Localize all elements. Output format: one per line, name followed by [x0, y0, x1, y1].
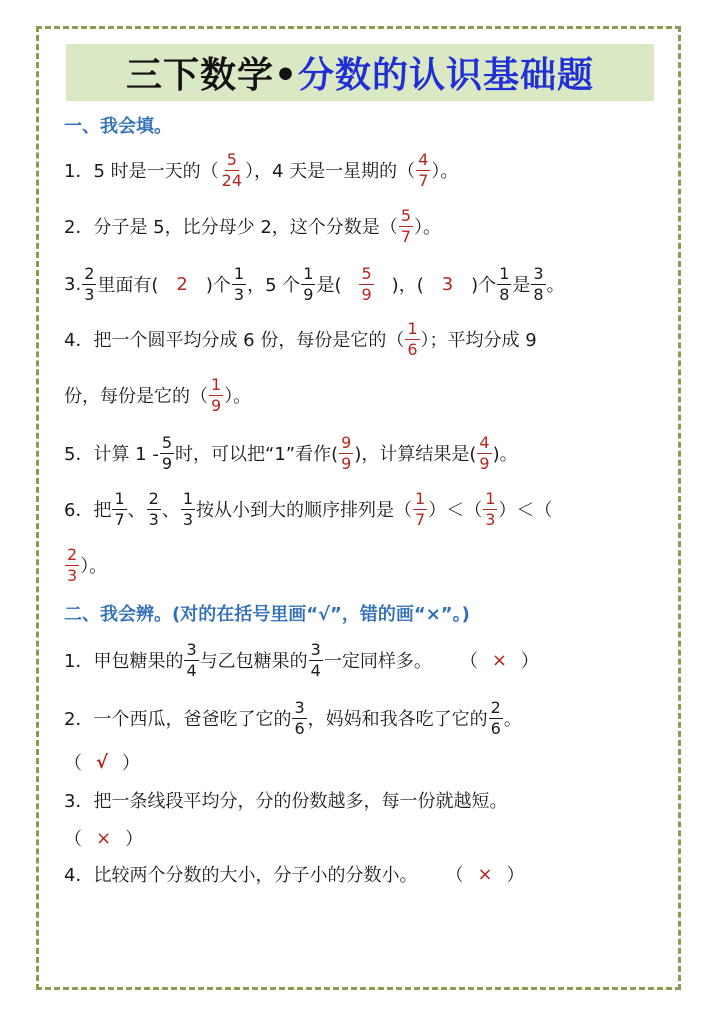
fraction: $\frac{2}{3}$	[84, 263, 95, 304]
q3-text: 是(	[316, 275, 342, 296]
answer-fraction: $\frac{5}{7}$	[400, 205, 411, 246]
cross-mark: ×	[477, 863, 493, 885]
q3-text: 。	[546, 275, 565, 296]
question-4-line2	[64, 367, 251, 423]
fraction: $\frac{3}{4}$	[310, 639, 321, 680]
fraction: $\frac{3}{4}$	[186, 639, 197, 680]
paren-close: ）	[125, 829, 144, 850]
title-part2: 分数的认识基础题	[298, 55, 595, 96]
page-title	[66, 44, 654, 101]
q4-text: ）；平均分成 9	[420, 330, 537, 351]
title-part1: 三下数学•	[125, 55, 298, 96]
j2-text: ，妈妈和我各吃了它的	[307, 709, 488, 730]
q4-text: 4．把一个圆平均分成 6 份，每份是它的（	[64, 330, 405, 351]
paren-open: （	[64, 829, 82, 850]
paren-close: ）	[520, 651, 539, 672]
section1-heading: 一、我会填。	[64, 116, 172, 137]
q5-text: 5．计算 1 -	[64, 444, 159, 465]
judge-4	[64, 846, 525, 902]
fraction: $\frac{5}{9}$	[161, 432, 173, 473]
q1-text-b: ），4 天是一星期的（	[245, 161, 416, 182]
question-6-line2	[64, 537, 107, 593]
question-6-line1	[64, 481, 552, 537]
q5-text: )，计算结果是(	[354, 444, 477, 465]
answer-fraction: $\frac{5}{24}$	[221, 149, 242, 190]
paren-open: （	[459, 651, 478, 672]
j1-text: 一定同样多。	[323, 651, 432, 672]
q1-text-c: ）。	[431, 161, 459, 182]
paren-open: （	[445, 865, 464, 886]
fraction: $\frac{1}{8}$	[499, 263, 510, 304]
paren-close: ）	[506, 865, 525, 886]
q3-text: 里面有(	[97, 275, 159, 296]
fraction: $\frac{1}{7}$	[114, 488, 125, 529]
check-mark: √	[96, 751, 109, 773]
q3-text: )个	[205, 275, 231, 296]
answer-fraction: $\frac{1}{7}$	[415, 488, 426, 529]
answer-fraction: $\frac{1}{3}$	[485, 488, 496, 529]
answer-fraction: $\frac{5}{9}$	[361, 263, 372, 304]
question-5	[64, 425, 518, 481]
fraction: $\frac{1}{3}$	[182, 488, 194, 529]
j3-text: 3．把一条线段平均分，分的份数越多，每一份就越短。	[64, 791, 508, 812]
q2-text-b: ）。	[414, 217, 441, 238]
answer-value: 3	[441, 273, 454, 295]
j2-text: 。	[503, 709, 522, 730]
q6-text: 6．把	[64, 500, 112, 521]
answer-fraction: $\frac{2}{3}$	[67, 544, 78, 585]
q5-text: )。	[492, 444, 518, 465]
j1-text: 1．甲包糖果的	[64, 651, 184, 672]
q6-text: ）＜（	[428, 500, 483, 521]
fraction: $\frac{2}{3}$	[148, 488, 159, 529]
cross-mark: ×	[491, 649, 507, 671]
fraction: $\frac{1}{3}$	[233, 263, 245, 304]
q2-text-a: 2．分子是 5，比分母少 2，这个分数是（	[64, 217, 398, 238]
judge-1	[64, 632, 539, 688]
q5-text: 时，可以把“1”看作(	[175, 444, 339, 465]
question-4-line1	[64, 311, 537, 367]
q6-text: ）。	[80, 556, 108, 577]
question-2	[64, 198, 441, 254]
j1-text: 与乙包糖果的	[199, 651, 308, 672]
cross-mark: ×	[96, 827, 112, 849]
fraction: $\frac{3}{8}$	[533, 263, 544, 304]
fraction: $\frac{2}{6}$	[490, 697, 501, 738]
fraction: $\frac{1}{9}$	[303, 263, 314, 304]
j2-text: 2．一个西瓜，爸爸吃了它的	[64, 709, 292, 730]
section2-heading: 二、我会辨。(对的在括号里画“√”，错的画“×”。)	[64, 604, 470, 625]
j4-text: 4．比较两个分数的大小，分子小的分数小。	[64, 865, 418, 886]
answer-fraction: $\frac{4}{9}$	[479, 432, 490, 473]
answer-fraction: $\frac{1}{9}$	[211, 374, 222, 415]
q3-text: ，5 个	[247, 275, 301, 296]
answer-fraction: $\frac{4}{7}$	[418, 149, 429, 190]
answer-value: 2	[176, 273, 188, 295]
q6-text: ）＜（	[498, 500, 553, 521]
q3-text: )个	[471, 275, 497, 296]
fraction: $\frac{3}{6}$	[294, 697, 305, 738]
q3-text: )，(	[391, 275, 424, 296]
answer-fraction: $\frac{1}{6}$	[407, 318, 418, 359]
q6-text: 、	[161, 500, 180, 521]
q1-text-a: 1．5 时是一天的（	[64, 161, 219, 182]
q3-text: 3.	[64, 273, 82, 295]
q6-text: 按从小到大的顺序排列是（	[196, 500, 413, 521]
paren-open: （	[64, 753, 82, 774]
q4-text: 份，每份是它的（	[64, 386, 208, 407]
answer-fraction: $\frac{9}{9}$	[341, 432, 352, 473]
question-3	[64, 256, 565, 312]
paren-close: ）	[122, 753, 141, 774]
q3-text: 是	[512, 275, 531, 296]
question-1	[64, 142, 458, 198]
q6-text: 、	[127, 500, 146, 521]
q4-text: ）。	[224, 386, 252, 407]
